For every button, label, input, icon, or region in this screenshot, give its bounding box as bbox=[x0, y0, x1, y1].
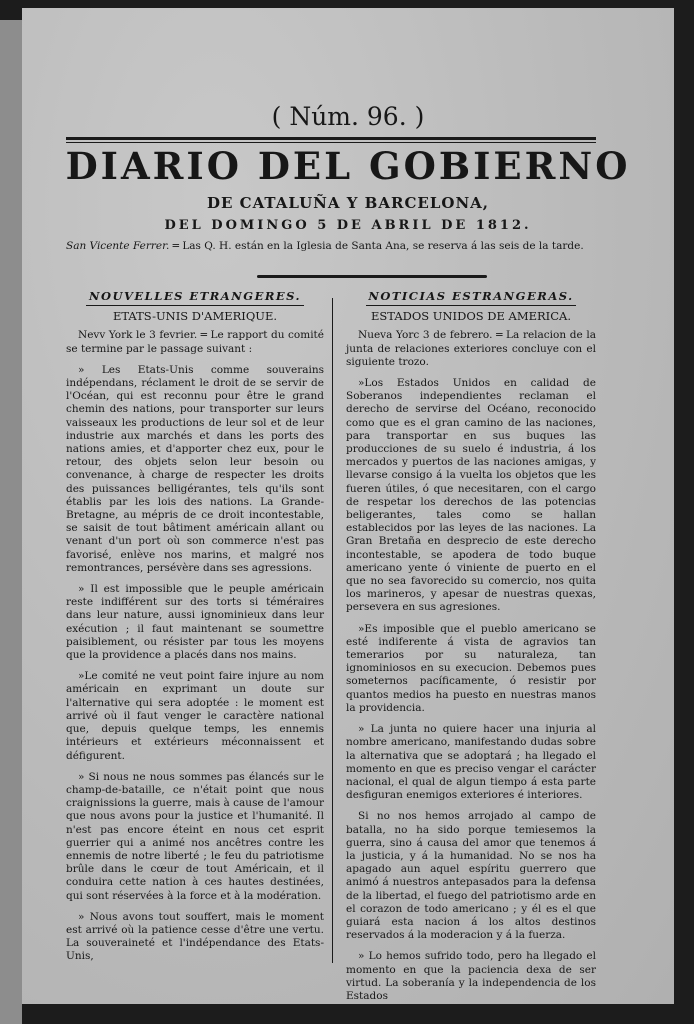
paragraph: »Le comité ne veut point faire injure au nom américain en exprimant un doute sur l'alternative qui sera adoptée : le moment est arrivé où il faut venger le caractère national que, depuis quelque temps, les ennemis intérieurs et extérieurs méconnaissent et défigurent. bbox=[66, 670, 324, 762]
paragraph: » La junta no quiere hacer una injuria al nombre americano, manifestando dudas sobre la alternativa que se adoptará ; ha llegado el momento en que es preciso vengar el carácter nacional, el qual de algun tiempo á esta parte desfiguran enemigos exteriores é interiores. bbox=[346, 723, 596, 802]
newspaper-subtitle: DE CATALUÑA Y BARCELONA, bbox=[206, 194, 490, 212]
notice-text: ═ Las Q. H. están en la Iglesia de Santa Ana, se reserva á las seis de la tarde. bbox=[169, 240, 584, 252]
paragraph: »Es imposible que el pueblo americano se esté indiferente á vista de agravios tan temerarios por su naturaleza, tan ignominiosos en su execucion. Debemos pues someternos pacíficamente, ó resistir por quantos medios ha puesto en nuestras manos la providencia. bbox=[346, 622, 596, 714]
spanish-column bbox=[346, 290, 596, 1011]
newspaper-page bbox=[22, 8, 674, 1004]
masthead-rule-top bbox=[66, 137, 596, 140]
paragraph: Nueva Yorc 3 de febrero. ═ La relacion de la junta de relaciones exteriores concluye con el siguiente trozo. bbox=[346, 329, 596, 368]
paragraph: »Los Estados Unidos en calidad de Soberanos independientes reclaman el derecho de servirse del Océano, reconocido como que es el gran camino de las naciones, para transportar en sus buques las producciones de su suelo é industria, á los mercados y puertos de las naciones amigas, y llevarse consigo á la vuelta los objetos que les fueren útiles, ó que necesitaren, con el cargo de respetar los derechos de las potencias beligerantes, tales como se hallan establecidos por las leyes de las naciones. La Gran Bretaña en desprecio de este derecho incontestable, se apodera de todo buque americano yente ó viniente de puerto en el que no sea favorecido su comercio, nos quita los marineros, y apesar de nuestras quexas, persevera en sus agresiones. bbox=[346, 377, 596, 614]
spanish-heading-rule bbox=[366, 305, 576, 306]
french-country-heading: ETATS-UNIS D'AMERIQUE. bbox=[112, 309, 278, 324]
paragraph: » Lo hemos sufrido todo, pero ha llegado el momento en que la paciencia dexa de ser virtud. La soberanía y la independencia de los Estados bbox=[346, 950, 596, 1002]
column-separator bbox=[332, 298, 333, 963]
saint-of-day: San Vicente Ferrer. bbox=[66, 240, 170, 252]
paragraph: Si no nos hemos arrojado al campo de batalla, no ha sido porque temiesemos la guerra, sino á causa del amor que tenemos á la justicia, y á la humanidad. No se nos ha apagado aun aquel espíritu guerrero que animó á nuestros antepasados para la defensa de la libertad, el fuego del patriotismo arde en el corazon de todo americano ; y él es el que guiará esta nacion á los altos destinos reservados á la moderacion y á la fuerza. bbox=[346, 810, 596, 942]
spanish-country-heading: ESTADOS UNIDOS DE AMERICA. bbox=[371, 309, 571, 324]
french-column bbox=[66, 290, 324, 972]
paragraph: » Nous avons tout souffert, mais le moment est arrivé où la patience cesse d'être une vertu. La souveraineté et l'indépendance des Etats-Unis, bbox=[66, 910, 324, 963]
paragraph: » Si nous ne nous sommes pas élancés sur le champ-de-bataille, ce n'était point que nous craignissions la guerre, mais à cause de l'amour que nous avons pour la justice et l'humanité. Il n'est pas encore éteint en nous cet esprit guerrier qui a animé nos ancêtres contre les ennemis de notre liberté ; le feu du patriotisme brûle dans le cœur de tout Américain, et il conduira cette nation à ces hautes destinées, qui sont réservées à la force et à la modération. bbox=[66, 770, 324, 902]
french-section-heading: NOUVELLES ETRANGERES. bbox=[88, 289, 302, 303]
paragraph: Nevv York le 3 fevrier. ═ Le rapport du comité se termine par le passage suivant : bbox=[66, 329, 324, 355]
section-divider bbox=[257, 275, 487, 278]
paragraph: » Les Etats-Unis comme souverains indépendans, réclament le droit de se servir de l'Océan, qui est reconnu pour être le grand chemin des nations, pour transporter sur leurs vaisseaux les productions de leur sol et de leur industrie aux marchés et dans les ports des nations amies, et d'apporter chez eux, pour le retour, des objets selon leur besoin ou convenance, à charge de respecter les droits des puissances belligérantes, tels qu'ils sont établis par les lois des nations. La Grande-Bretagne, au mépris de ce droit incontestable, se saisit de tout bâtiment américain allant ou venant d'un port où son commerce n'est pas favorisé, enlève nos marins, et malgré nos remontrances, persévère dans ses agressions. bbox=[66, 363, 324, 574]
spanish-section-heading: NOTICIAS ESTRANGERAS. bbox=[368, 289, 574, 303]
paragraph: » Il est impossible que le peuple américain reste indifférent sur des torts si téméraires dans leur nature, aussi ignominieux dans leur exécution ; il faut maintenant se soumettre paisiblement, ou résister par tous les moyens que la providence a placés dans nos mains. bbox=[66, 583, 324, 662]
issue-number: ( Núm. 96. ) bbox=[271, 102, 425, 131]
newspaper-title: DIARIO DEL GOBIERNO bbox=[65, 144, 631, 188]
book-spine bbox=[0, 20, 22, 1024]
masthead-rule-top-thin bbox=[66, 142, 596, 143]
issue-date: DEL DOMINGO 5 DE ABRIL DE 1812. bbox=[164, 218, 532, 233]
french-heading-rule bbox=[86, 305, 304, 306]
daily-notice bbox=[66, 240, 596, 253]
